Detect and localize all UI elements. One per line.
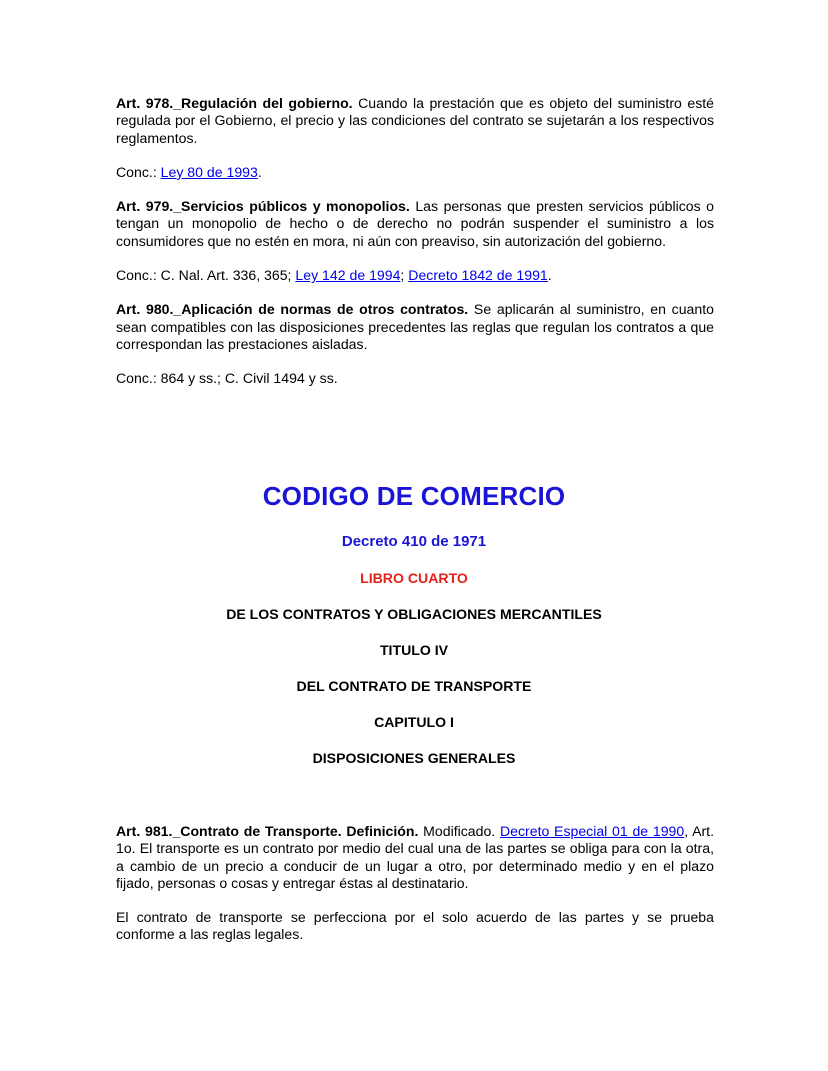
modified-note: Modificado.: [418, 823, 500, 839]
art-978-heading: Art. 978._Regulación del gobierno.: [116, 95, 353, 111]
art-978-paragraph: [116, 95, 714, 147]
link-ley-142-1994[interactable]: Ley 142 de 1994: [295, 267, 401, 284]
titulo-name: DEL CONTRATO DE TRANSPORTE: [296, 678, 532, 694]
art-980-paragraph: [116, 301, 714, 353]
conc-suffix: .: [257, 163, 262, 180]
link-ley-80-1993[interactable]: Ley 80 de 1993: [160, 163, 258, 180]
art-979-conc: [116, 267, 714, 284]
art-981-paragraph-2: El contrato de transporte se perfecciona por el solo acuerdo de las partes y se prueba conforme a las reglas legales.: [116, 909, 714, 943]
titulo-label: TITULO IV: [379, 642, 449, 658]
conc-label: Conc.: C. Nal. Art. 336, 365;: [116, 267, 296, 284]
art-981-block: [116, 823, 714, 944]
capitulo-label: CAPITULO I: [374, 714, 454, 730]
art-978-conc: [116, 164, 714, 181]
art-979-heading: Art. 979._Servicios públicos y monopolios.: [116, 198, 410, 215]
art-981-heading: Art. 981._Contrato de Transporte. Definición.: [116, 823, 419, 839]
articles-block: [116, 95, 714, 388]
art-980-body: Se aplicarán al suministro, en cuanto sean compatibles con las disposiciones precedentes las reglas que regulan los contratos a que correspondan las prestaciones aisladas.: [116, 301, 714, 352]
conc-suffix: .: [547, 267, 552, 284]
art-978-body: Cuando la prestación que es objeto del suministro esté regulada por el Gobierno, el precio y las condiciones del contrato se sujetarán a los respectivos reglamentos.: [116, 95, 714, 146]
code-title: CODIGO DE COMERCIO: [262, 481, 566, 511]
link-decreto-especial-01-1990[interactable]: Decreto Especial 01 de 1990: [499, 823, 685, 839]
art-981-paragraph: [116, 823, 714, 892]
conc-label: Conc.:: [116, 163, 161, 180]
book-subtitle: DE LOS CONTRATOS Y OBLIGACIONES MERCANTILES: [226, 606, 602, 622]
art-980-heading: Art. 980._Aplicación de normas de otros contratos.: [116, 301, 469, 318]
capitulo-name: DISPOSICIONES GENERALES: [312, 750, 516, 766]
book-label: LIBRO CUARTO: [360, 570, 468, 586]
conc-separator: ;: [400, 267, 409, 284]
art-981-body: , Art. 1o. El transporte es un contrato por medio del cual una de las partes se obliga para con la otra, a cambio de un precio a conducir de un lugar a otro, por determinado medio y en el plazo fijado, personas o cosas y entregar éstas al destinatario.: [116, 823, 715, 891]
decree-subtitle: Decreto 410 de 1971: [341, 533, 487, 550]
art-979-paragraph: [116, 198, 714, 250]
art-979-body: Las personas que presten servicios públicos o tengan un monopolio de hecho o de derecho no podrán suspender el suministro a los consumidores que no estén en mora, ni aún con preaviso, sin autorización del gobierno.: [116, 198, 714, 249]
art-980-conc: Conc.: 864 y ss.; C. Civil 1494 y ss.: [116, 370, 338, 387]
link-decreto-1842-1991[interactable]: Decreto 1842 de 1991: [408, 267, 548, 284]
